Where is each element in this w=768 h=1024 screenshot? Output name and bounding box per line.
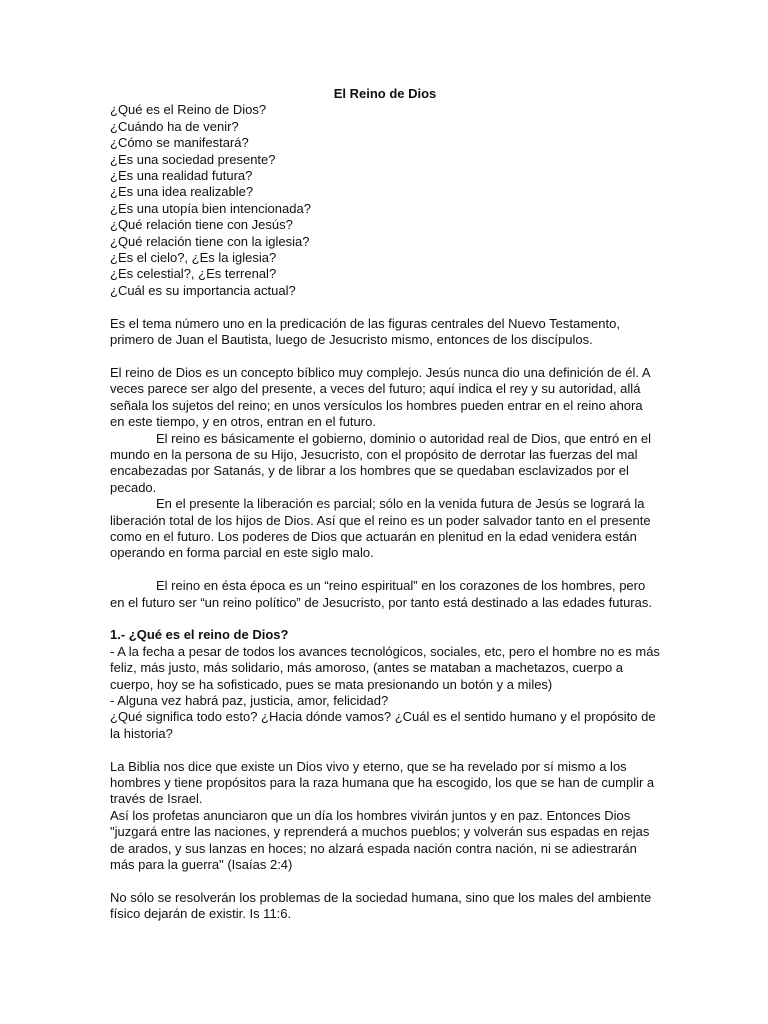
paragraph-bible: La Biblia nos dice que existe un Dios vivo y eterno, que se ha revelado por sí mismo a los hombres y tiene propósitos para la raza humana que ha escogido, los que se han de cumplir a través de Israel. <box>110 758 655 807</box>
paragraph-spiritual-kingdom: El reino en ésta época es un “reino espiritual” en los corazones de los hombres, pero en el futuro ser “un reino político” de Jesucristo, por tanto está destinado a las edades futuras. <box>110 578 652 610</box>
question-item: ¿Es celestial?, ¿Es terrenal? <box>110 266 277 282</box>
paragraph-intro: Es el tema número uno en la predicación de las figuras centrales del Nuevo Testamento, primero de Juan el Bautista, luego de Jesucristo mismo, entonces de los discípulos. <box>110 315 620 348</box>
section-line: - Alguna vez habrá paz, justicia, amor, felicidad? <box>110 692 389 708</box>
question-item: ¿Es el cielo?, ¿Es la iglesia? <box>110 250 277 266</box>
paragraph-prophets: Así los profetas anunciaron que un día los hombres vivirán juntos y en paz. Entonces Dios "juzgará entre las naciones, y reprenderá a muchos pueblos; y volverán sus espadas en rejas de arados, y sus lanzas en hoces; no alzará espada nación contra nación, ni se adiestrarán más para la guerra" (Isaías 2:4) <box>110 807 650 873</box>
question-item: ¿Qué relación tiene con la iglesia? <box>110 233 310 249</box>
question-item: ¿Es una sociedad presente? <box>110 151 276 167</box>
spacer <box>110 742 660 758</box>
spacer <box>110 562 660 578</box>
spacer <box>110 299 660 315</box>
section-line: ¿Qué significa todo esto? ¿Hacia dónde vamos? ¿Cuál es el sentido humano y el propósito de la historia? <box>110 709 656 741</box>
section-heading: 1.- ¿Qué es el reino de Dios? <box>110 627 289 643</box>
question-item: ¿Cuál es su importancia actual? <box>110 282 296 298</box>
spacer <box>110 611 660 627</box>
document-title: El Reino de Dios <box>333 86 437 101</box>
question-item: ¿Es una utopía bien intencionada? <box>110 200 311 216</box>
paragraph-liberation: En el presente la liberación es parcial; sólo en la venida futura de Jesús se logrará la liberación total de los hijos de Dios. Así que el reino es un poder salvador tanto en el presente como en el futuro. Los poderes de Dios que actuarán en plenitud en la edad venidera están operando en forma parcial en este siglo malo. <box>110 496 651 561</box>
question-item: ¿Es una idea realizable? <box>110 184 254 200</box>
paragraph-concept: El reino de Dios es un concepto bíblico muy complejo. Jesús nunca dio una definición de él. A veces parece ser algo del presente, a veces del futuro; aquí indica el rey y su autoridad, allá señala los sujetos del reino; en unos versículos los hombres pueden entrar en el reino ahora en este tiempo, y en otros, entran en el futuro. <box>110 364 650 430</box>
spacer <box>110 873 660 889</box>
question-item: ¿Cómo se manifestará? <box>110 135 249 151</box>
paragraph-environment: No sólo se resolverán los problemas de la sociedad humana, sino que los males del ambiente físico dejarán de existir. Is 11:6. <box>110 889 652 922</box>
question-list <box>110 102 660 299</box>
question-item: ¿Qué es el Reino de Dios? <box>110 102 267 118</box>
section-line: - A la fecha a pesar de todos los avances tecnológicos, sociales, etc, pero el hombre no es más feliz, más justo, más solidario, más amoroso, (antes se mataban a machetazos, cuerpo a cuerpo, hoy se ha sofisticado, pues se mata presionando un botón y a miles) <box>110 643 660 692</box>
document-body <box>110 86 660 923</box>
spacer <box>110 348 660 364</box>
question-item: ¿Es una realidad futura? <box>110 168 253 184</box>
paragraph-definition: El reino es básicamente el gobierno, dominio o autoridad real de Dios, que entró en el mundo en la persona de su Hijo, Jesucristo, con el propósito de derrotar las fuerzas del mal encabezadas por Satanás, y de librar a los hombres que se quedaban esclavizados por el pecado. <box>110 430 652 495</box>
question-item: ¿Cuándo ha de venir? <box>110 118 239 134</box>
question-item: ¿Qué relación tiene con Jesús? <box>110 217 293 233</box>
